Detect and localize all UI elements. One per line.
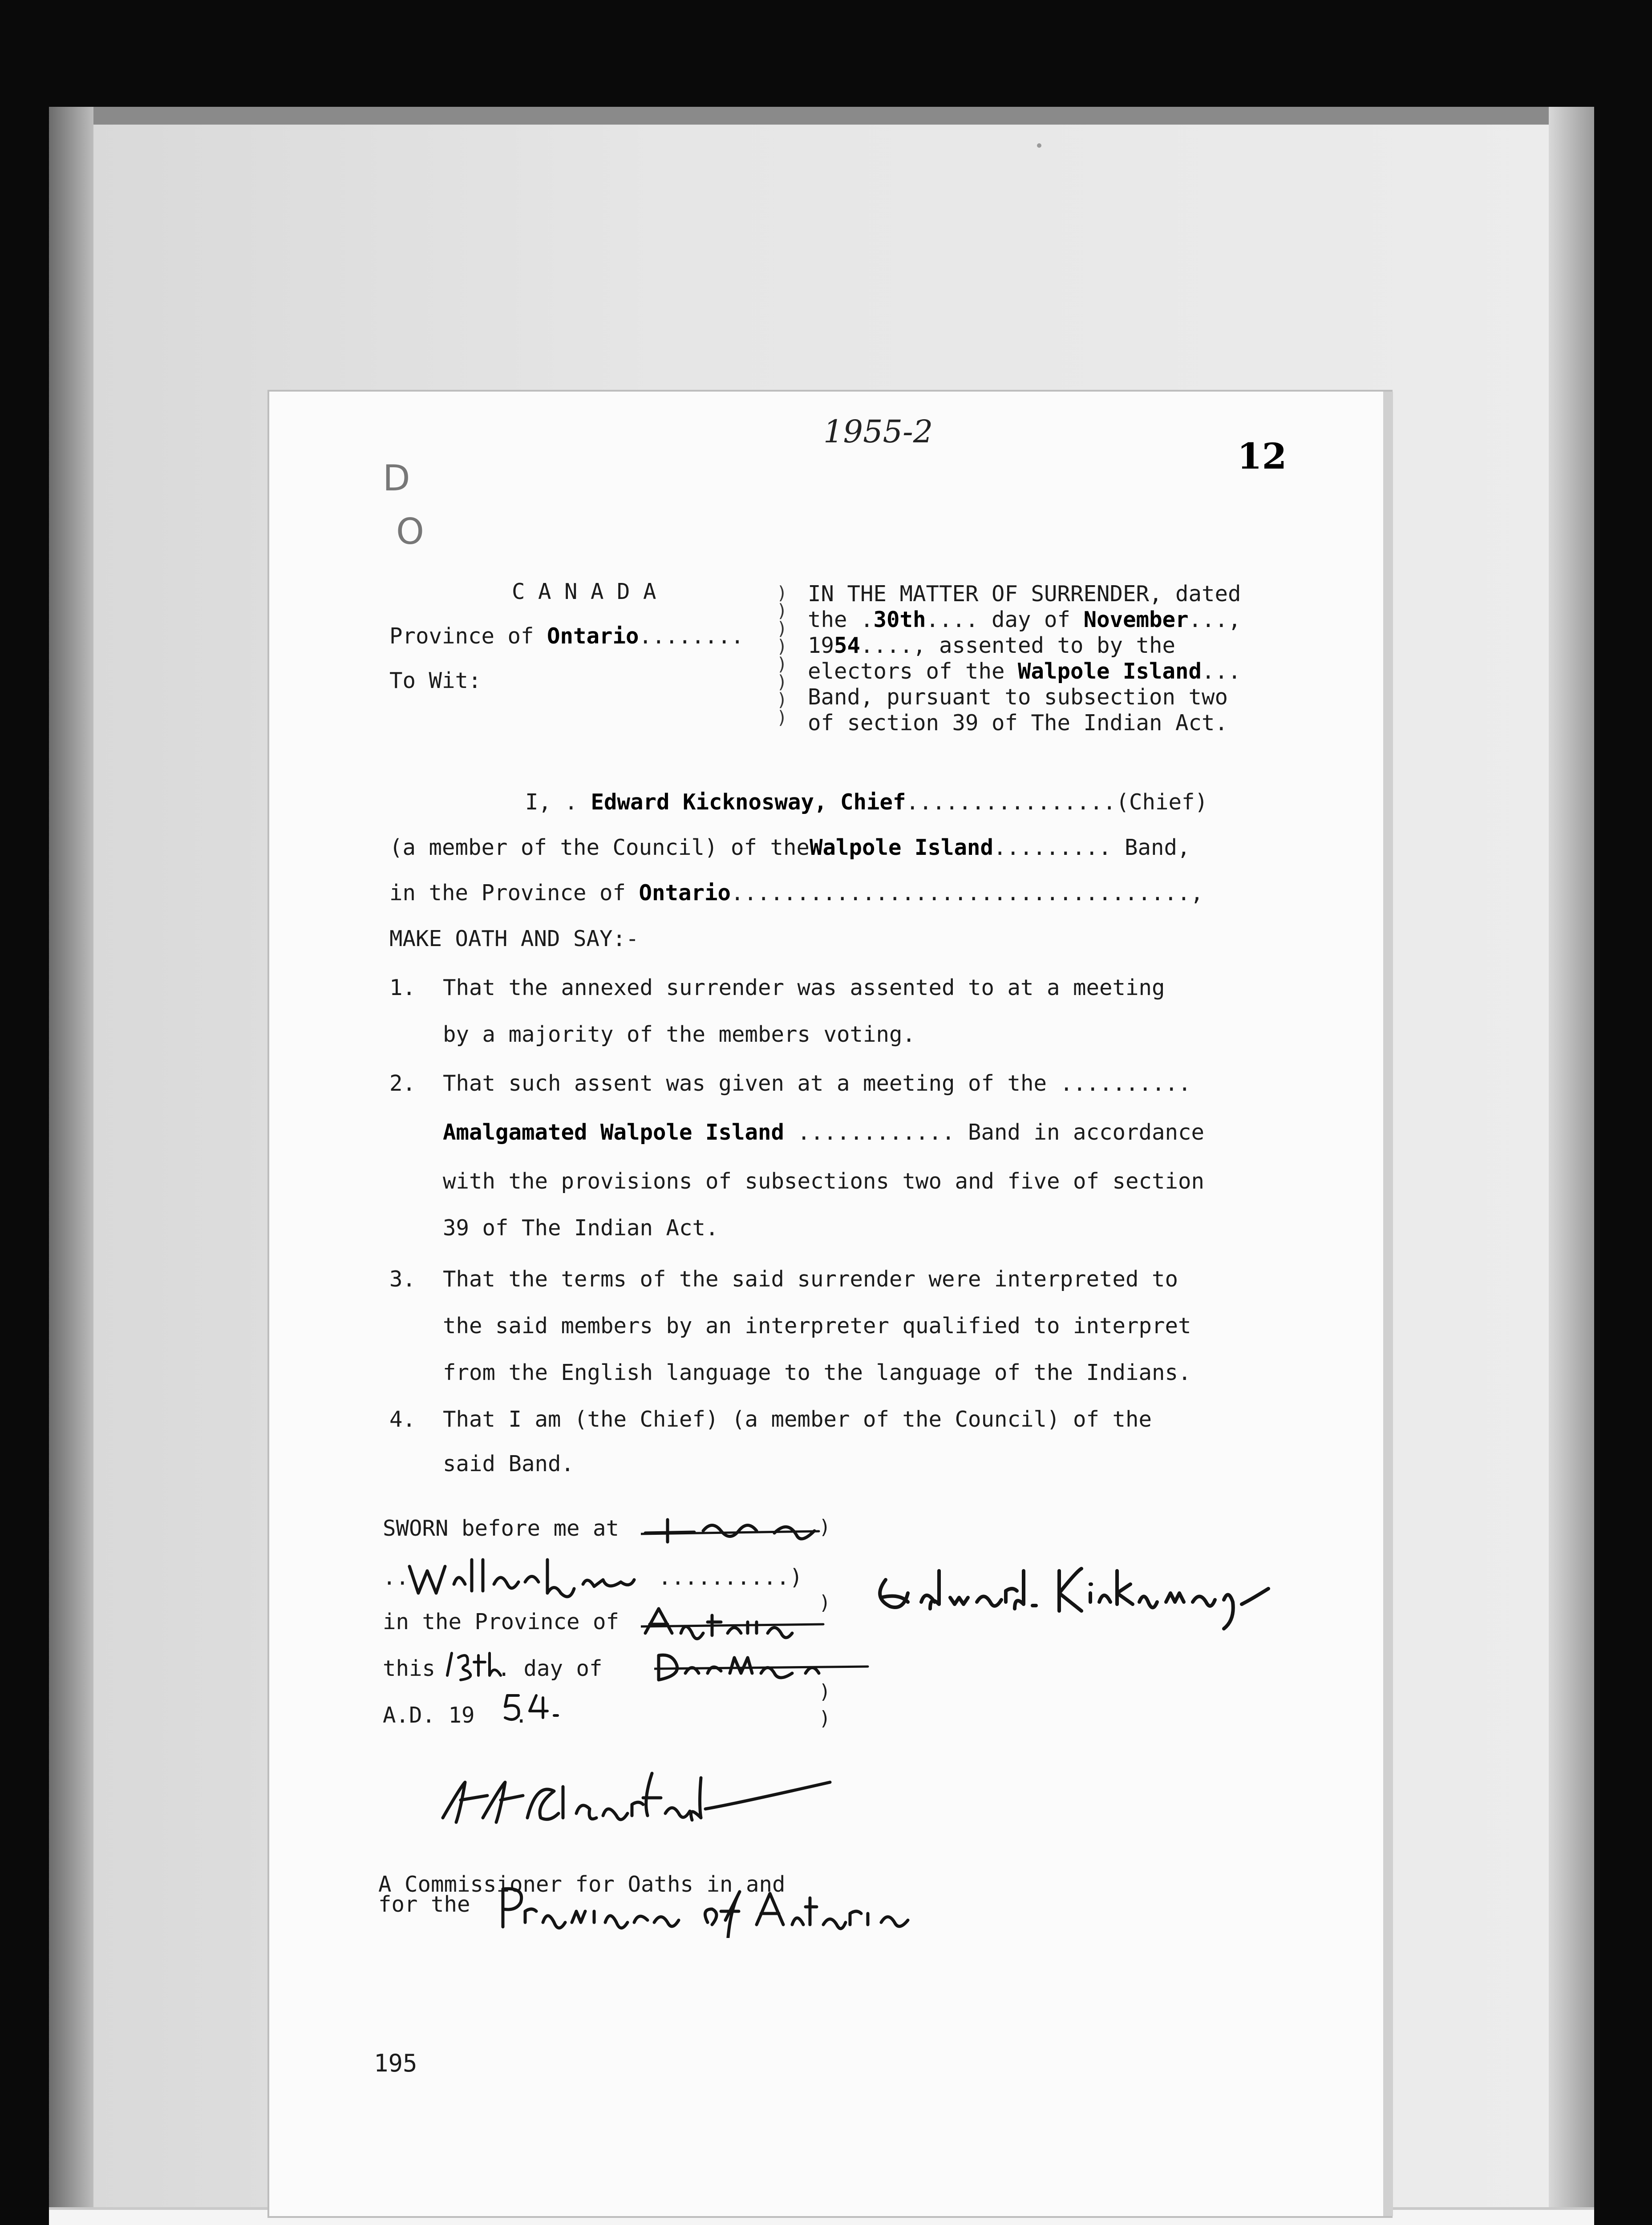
clause-number: 3. (389, 1266, 416, 1292)
clause-line: by a majority of the members voting. (443, 1022, 916, 1047)
bracket-column: ) ) ) ) ) ) ) ) (777, 583, 788, 728)
commissioner-line: A Commissioner for Oaths in and (378, 1872, 786, 1897)
to-wit: To Wit: (389, 668, 482, 693)
jurat-line: A.D. 19 . (383, 1703, 528, 1728)
chief-signature (872, 1553, 1317, 1651)
handwritten-reference: 1955-2 (823, 413, 933, 450)
matter-line: electors of the Walpole Island... (808, 659, 1241, 684)
handwritten-13th (443, 1646, 505, 1682)
matter-line: 1954...., assented to by the (808, 633, 1176, 658)
sheet-edge (1383, 392, 1393, 2216)
oath-heading: MAKE OATH AND SAY:- (389, 926, 639, 951)
commissioner-line: for the (378, 1892, 470, 1917)
clause-line: said Band. (443, 1451, 575, 1477)
jurat-line: this . day of (383, 1656, 603, 1681)
speck (1037, 143, 1041, 148)
matter-line: the .30th.... day of November..., (808, 607, 1241, 632)
handwritten-december (654, 1649, 877, 1684)
page-number: 12 (1237, 435, 1287, 477)
clause-line: from the English language to the language of the Indians. (443, 1360, 1191, 1385)
handwritten-town-of (641, 1511, 828, 1551)
clause-number: 4. (389, 1407, 416, 1432)
affiant-line: in the Province of Ontario..................................., (389, 880, 1204, 906)
clause-line: That the terms of the said surrender were interpreted to (443, 1266, 1178, 1292)
clause-number: 1. (389, 975, 416, 1000)
province-line: Province of Ontario........ (389, 623, 744, 649)
clause-line: the said members by an interpreter qualified to interpret (443, 1313, 1191, 1339)
country-heading: C A N A D A (512, 579, 656, 604)
film-edge-right (1549, 107, 1594, 2225)
jurat-line: in the Province of (383, 1609, 620, 1634)
clause-line: That such assent was given at a meeting of the .......... (443, 1071, 1191, 1096)
clause-line: 39 of The Indian Act. (443, 1215, 719, 1241)
jurat-line: .. ..........) (383, 1565, 803, 1590)
jurat-line: SWORN before me at (383, 1516, 620, 1541)
margin-mark: D (383, 457, 410, 499)
matter-line: IN THE MATTER OF SURRENDER, dated (808, 581, 1241, 607)
affiant-line: (a member of the Council) of theWalpole Island......... Band, (389, 835, 1190, 860)
matter-line: of section 39 of The Indian Act. (808, 710, 1228, 736)
handwritten-54 (501, 1689, 567, 1724)
clause-line: with the provisions of subsections two and five of section (443, 1169, 1205, 1194)
handwritten-province-of-ontario (498, 1880, 935, 1938)
commissioner-signature (434, 1760, 857, 1849)
matter-block (777, 583, 1302, 738)
clause-line: That I am (the Chief) (a member of the Council) of the (443, 1407, 1152, 1432)
affiant-line: I, . Edward Kicknosway, Chief................(Chief) (525, 789, 1208, 815)
clause-number: 2. (389, 1071, 416, 1096)
handwritten-ontario (641, 1602, 828, 1642)
matter-line: Band, pursuant to subsection two (808, 684, 1228, 710)
footer-number: 195 (374, 2049, 417, 2077)
margin-mark: O (396, 511, 424, 552)
film-edge-left (49, 107, 93, 2225)
film-edge-top (49, 107, 1594, 125)
handwritten-wallaceburg (405, 1553, 672, 1602)
clause-line: Amalgamated Walpole Island ............ Band in accordance (443, 1120, 1205, 1145)
clause-line: That the annexed surrender was assented to at a meeting (443, 975, 1165, 1000)
